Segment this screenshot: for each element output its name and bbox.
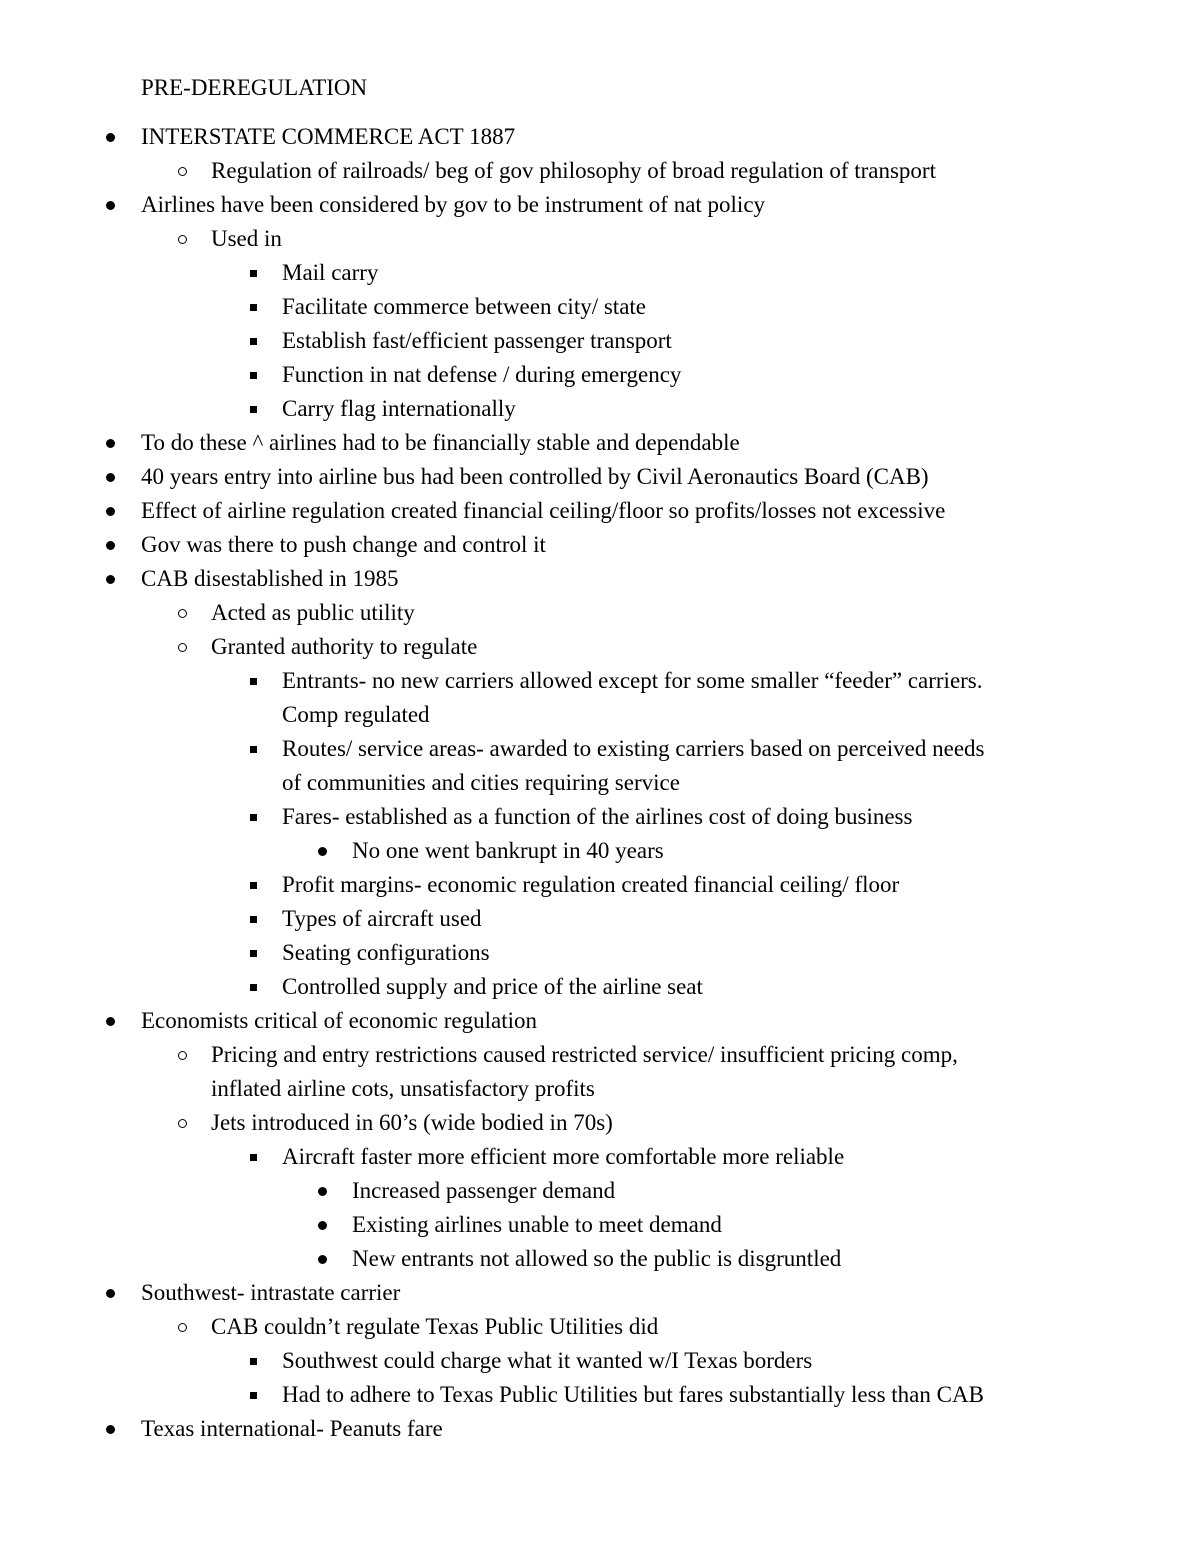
- list-item-level-3: Function in nat defense / during emergency: [282, 362, 682, 387]
- list-item-level-1: Texas international- Peanuts fare: [141, 1416, 443, 1441]
- list-item-level-4: New entrants not allowed so the public is disgruntled: [352, 1246, 842, 1271]
- list-item-level-3: Had to adhere to Texas Public Utilities but fares substantially less than CAB: [282, 1382, 984, 1407]
- bullet-icon: [106, 541, 115, 550]
- square-bullet-icon: [250, 882, 257, 889]
- page-title: PRE-DEREGULATION: [141, 75, 368, 100]
- square-bullet-icon: [250, 814, 257, 821]
- list-item-level-1: Economists critical of economic regulation: [141, 1008, 537, 1033]
- list-item-level-2: Used in: [211, 226, 282, 251]
- list-item-level-3: Controlled supply and price of the airline seat: [282, 974, 703, 999]
- bullet-icon: [106, 507, 115, 516]
- list-item-level-2: CAB couldn’t regulate Texas Public Utilities did: [211, 1314, 659, 1339]
- list-item-level-1: CAB disestablished in 1985: [141, 566, 399, 591]
- list-item-level-1: To do these ^ airlines had to be financially stable and dependable: [141, 430, 740, 455]
- circle-bullet-icon: [178, 1051, 187, 1060]
- square-bullet-icon: [250, 1358, 257, 1365]
- square-bullet-icon: [250, 678, 257, 685]
- list-item-level-1: Effect of airline regulation created financial ceiling/floor so profits/losses not excessive: [141, 498, 946, 523]
- bullet-icon: [106, 201, 115, 210]
- list-item-level-3: Profit margins- economic regulation created financial ceiling/ floor: [282, 872, 900, 897]
- bullet-icon: [318, 1221, 327, 1230]
- list-item-level-3: Establish fast/efficient passenger transport: [282, 328, 672, 353]
- list-item-level-3: Carry flag internationally: [282, 396, 516, 421]
- square-bullet-icon: [250, 1392, 257, 1399]
- square-bullet-icon: [250, 746, 257, 753]
- circle-bullet-icon: [178, 609, 187, 618]
- square-bullet-icon: [250, 916, 257, 923]
- list-item-level-3: Aircraft faster more efficient more comfortable more reliable: [282, 1144, 845, 1169]
- list-item-level-2: Regulation of railroads/ beg of gov philosophy of broad regulation of transport: [211, 158, 936, 183]
- list-item-level-3: Entrants- no new carriers allowed except for some smaller “feeder” carriers.: [282, 668, 983, 693]
- list-item-level-1: Gov was there to push change and control it: [141, 532, 546, 557]
- square-bullet-icon: [250, 984, 257, 991]
- circle-bullet-icon: [178, 643, 187, 652]
- circle-bullet-icon: [178, 235, 187, 244]
- bullet-icon: [318, 1187, 327, 1196]
- square-bullet-icon: [250, 950, 257, 957]
- bullet-icon: [106, 473, 115, 482]
- list-item-level-3: Mail carry: [282, 260, 379, 285]
- list-item-level-4: No one went bankrupt in 40 years: [352, 838, 664, 863]
- list-item-continuation: Comp regulated: [282, 702, 430, 727]
- bullet-icon: [106, 133, 115, 142]
- list-item-level-3: Routes/ service areas- awarded to existing carriers based on perceived needs: [282, 736, 985, 761]
- bullet-icon: [106, 1425, 115, 1434]
- list-item-level-1: INTERSTATE COMMERCE ACT 1887: [141, 124, 516, 149]
- bullet-icon: [106, 575, 115, 584]
- circle-bullet-icon: [178, 1119, 187, 1128]
- list-item-continuation: inflated airline cots, unsatisfactory profits: [211, 1076, 595, 1101]
- list-item-level-2: Acted as public utility: [211, 600, 415, 625]
- list-item-level-4: Increased passenger demand: [352, 1178, 616, 1203]
- square-bullet-icon: [250, 1154, 257, 1161]
- bullet-icon: [106, 1289, 115, 1298]
- list-item-level-2: Jets introduced in 60’s (wide bodied in 70s): [211, 1110, 613, 1135]
- square-bullet-icon: [250, 304, 257, 311]
- list-item-level-1: 40 years entry into airline bus had been controlled by Civil Aeronautics Board (CAB): [141, 464, 929, 489]
- square-bullet-icon: [250, 338, 257, 345]
- bullet-icon: [106, 1017, 115, 1026]
- circle-bullet-icon: [178, 1323, 187, 1332]
- square-bullet-icon: [250, 372, 257, 379]
- circle-bullet-icon: [178, 167, 187, 176]
- list-item-level-4: Existing airlines unable to meet demand: [352, 1212, 722, 1237]
- list-item-level-3: Fares- established as a function of the airlines cost of doing business: [282, 804, 913, 829]
- list-item-level-2: Pricing and entry restrictions caused restricted service/ insufficient pricing comp,: [211, 1042, 958, 1067]
- square-bullet-icon: [250, 406, 257, 413]
- list-item-level-3: Facilitate commerce between city/ state: [282, 294, 647, 319]
- list-item-level-3: Seating configurations: [282, 940, 490, 965]
- bullet-icon: [318, 1255, 327, 1264]
- bullet-icon: [318, 847, 327, 856]
- square-bullet-icon: [250, 270, 257, 277]
- list-item-level-3: Southwest could charge what it wanted w/I Texas borders: [282, 1348, 813, 1373]
- list-item-level-3: Types of aircraft used: [282, 906, 482, 931]
- list-item-level-1: Airlines have been considered by gov to be instrument of nat policy: [141, 192, 766, 217]
- list-item-continuation: of communities and cities requiring service: [282, 770, 680, 795]
- bullet-icon: [106, 439, 115, 448]
- list-item-level-1: Southwest- intrastate carrier: [141, 1280, 401, 1305]
- list-item-level-2: Granted authority to regulate: [211, 634, 478, 659]
